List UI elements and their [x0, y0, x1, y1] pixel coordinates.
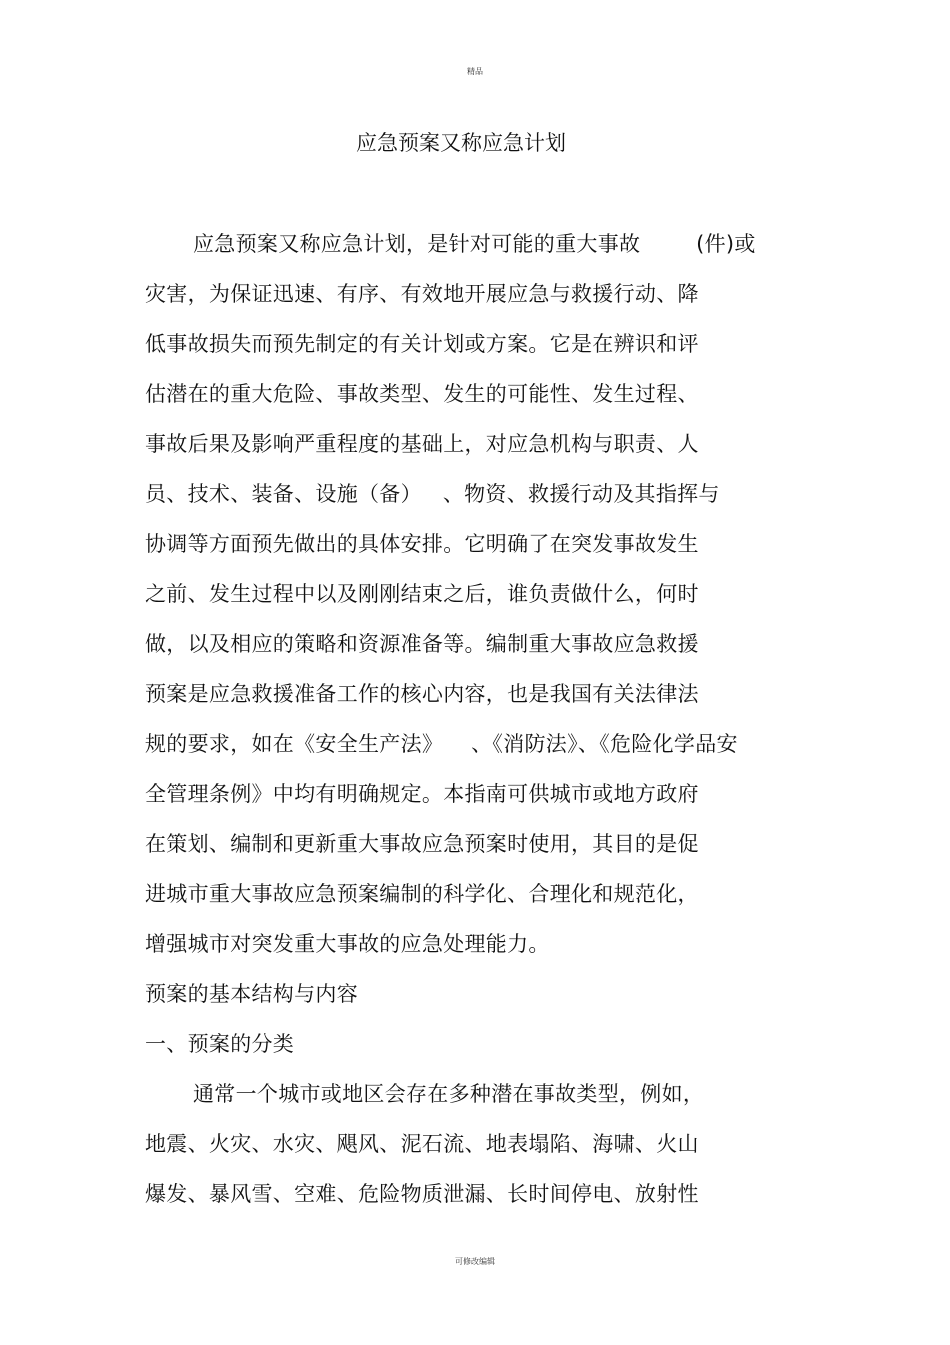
text-line: 估潜在的重大危险、事故类型、发生的可能性、发生过程、 — [145, 382, 699, 406]
text-line: 员、技术、装备、设施（备） 、物资、救援行动及其指挥与 — [145, 482, 720, 506]
page-footer-mark: 可修改编辑 — [455, 1257, 495, 1266]
text-line: 做，以及相应的策略和资源准备等。编制重大事故应急救援 — [145, 632, 699, 656]
page-header-mark: 精品 — [467, 67, 483, 76]
text-line: 地震、火灾、水灾、飓风、泥石流、地表塌陷、海啸、火山 — [145, 1132, 699, 1156]
text-line: 低事故损失而预先制定的有关计划或方案。它是在辨识和评 — [145, 332, 699, 356]
text-line: 应急预案又称应急计划，是针对可能的重大事故 (件)或 — [193, 232, 756, 256]
text-line: 增强城市对突发重大事故的应急处理能力。 — [145, 932, 550, 956]
text-line: 规的要求，如在《安全生产法》 、《消防法》、《危险化学品安 — [145, 732, 738, 756]
document-title: 应急预案又称应急计划 — [356, 131, 566, 155]
text-line: 爆发、暴风雪、空难、危险物质泄漏、长时间停电、放射性 — [145, 1182, 699, 1206]
text-line: 通常一个城市或地区会存在多种潜在事故类型，例如， — [193, 1082, 705, 1106]
text-line: 预案是应急救援准备工作的核心内容，也是我国有关法律法 — [145, 682, 699, 706]
text-line: 协调等方面预先做出的具体安排。它明确了在突发事故发生 — [145, 532, 699, 556]
document-body — [145, 226, 825, 1226]
text-line: 事故后果及影响严重程度的基础上，对应急机构与职责、人 — [145, 432, 699, 456]
section-heading: 预案的基本结构与内容 — [145, 982, 358, 1006]
text-line: 进城市重大事故应急预案编制的科学化、合理化和规范化， — [145, 882, 699, 906]
text-line: 全管理条例》中均有明确规定。本指南可供城市或地方政府 — [145, 782, 699, 806]
text-line: 之前、发生过程中以及刚刚结束之后，谁负责做什么，何时 — [145, 582, 699, 606]
text-line: 在策划、编制和更新重大事故应急预案时使用，其目的是促 — [145, 832, 699, 856]
subsection-heading: 一、预案的分类 — [145, 1032, 295, 1056]
text-line: 灾害，为保证迅速、有序、有效地开展应急与救援行动、降 — [145, 282, 699, 306]
